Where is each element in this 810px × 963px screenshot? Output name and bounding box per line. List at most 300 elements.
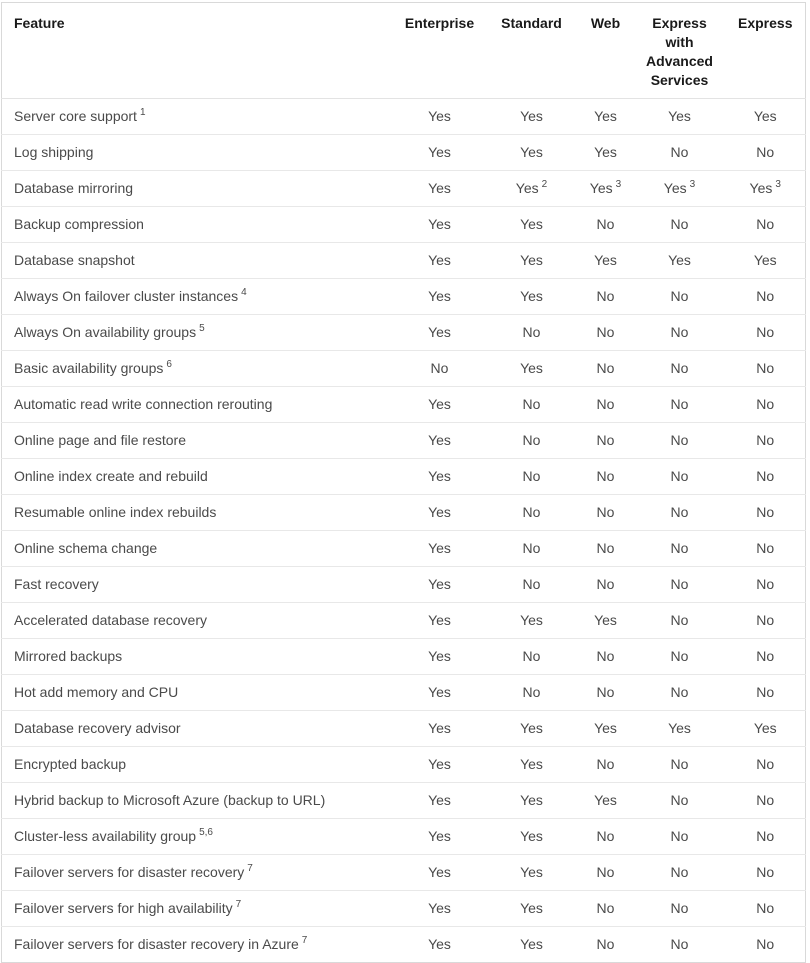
feature-label: Failover servers for disaster recovery in Azure	[14, 936, 299, 952]
value-cell	[394, 279, 486, 315]
value-cell	[634, 819, 726, 855]
value-cell	[634, 567, 726, 603]
value-label: No	[756, 396, 775, 412]
feature-comparison-table	[1, 2, 806, 963]
value-label: No	[756, 468, 775, 484]
value-cell	[486, 459, 578, 495]
value-label: No	[756, 144, 775, 160]
feature-label: Online page and file restore	[14, 432, 186, 448]
value-cell	[634, 675, 726, 711]
value-cell	[394, 603, 486, 639]
page	[0, 2, 810, 963]
footnote-marker: 3	[775, 179, 781, 191]
value-cell	[726, 243, 806, 279]
value-label: Yes	[663, 180, 687, 196]
table-row	[2, 855, 806, 891]
value-cell	[578, 675, 634, 711]
value-cell	[578, 135, 634, 171]
value-cell	[394, 243, 486, 279]
value-label: No	[596, 504, 615, 520]
value-cell	[726, 99, 806, 135]
value-cell	[486, 855, 578, 891]
value-label: Yes	[428, 612, 451, 628]
table-row	[2, 279, 806, 315]
value-cell	[394, 351, 486, 387]
table-row	[2, 207, 806, 243]
feature-cell	[2, 927, 394, 963]
table-row	[2, 459, 806, 495]
value-label: Yes	[428, 180, 451, 196]
table-header	[2, 3, 806, 99]
feature-cell	[2, 891, 394, 927]
value-label: Yes	[520, 108, 543, 124]
footnote-marker: 7	[235, 899, 242, 911]
value-cell	[486, 351, 578, 387]
feature-label: Hot add memory and CPU	[14, 684, 179, 700]
value-cell	[634, 747, 726, 783]
value-label: No	[522, 576, 541, 592]
value-label: No	[522, 468, 541, 484]
value-label: Yes	[428, 756, 451, 772]
table-row	[2, 639, 806, 675]
value-label: Yes	[428, 576, 451, 592]
value-label: No	[756, 900, 775, 916]
value-cell	[726, 135, 806, 171]
table-row	[2, 819, 806, 855]
value-cell	[578, 603, 634, 639]
feature-cell	[2, 459, 394, 495]
value-label: No	[670, 396, 689, 412]
value-label: No	[756, 432, 775, 448]
value-cell	[726, 855, 806, 891]
value-label: Yes	[520, 252, 543, 268]
feature-cell	[2, 567, 394, 603]
footnote-marker: 6	[166, 359, 172, 371]
feature-label: Automatic read write connection rerouting	[14, 396, 273, 412]
table-row	[2, 171, 806, 207]
value-cell	[634, 783, 726, 819]
footnote-marker: 2	[541, 179, 548, 191]
feature-cell	[2, 855, 394, 891]
value-label: Yes	[428, 216, 451, 232]
value-cell	[394, 207, 486, 243]
feature-label: Database snapshot	[14, 252, 135, 268]
value-cell	[634, 207, 726, 243]
value-label: Yes	[520, 828, 543, 844]
value-label: No	[670, 684, 689, 700]
feature-label: Resumable online index rebuilds	[14, 504, 217, 520]
value-label: Yes	[668, 720, 691, 736]
value-cell	[394, 495, 486, 531]
value-label: Yes	[520, 612, 543, 628]
table-row	[2, 675, 806, 711]
value-cell	[394, 891, 486, 927]
feature-label: Always On availability groups	[14, 324, 197, 340]
table-row	[2, 891, 806, 927]
feature-label: Hybrid backup to Microsoft Azure (backup to URL)	[14, 792, 326, 808]
value-label: Yes	[668, 108, 691, 124]
value-cell	[726, 423, 806, 459]
value-cell	[726, 171, 806, 207]
feature-cell	[2, 423, 394, 459]
value-cell	[578, 99, 634, 135]
value-cell	[578, 747, 634, 783]
value-cell	[578, 495, 634, 531]
value-label: No	[756, 540, 775, 556]
value-cell	[486, 207, 578, 243]
value-label: No	[670, 144, 689, 160]
feature-cell	[2, 711, 394, 747]
value-label: No	[596, 684, 615, 700]
value-label: No	[670, 432, 689, 448]
column-header-label: Feature	[14, 15, 65, 31]
table-row	[2, 603, 806, 639]
value-cell	[394, 99, 486, 135]
value-label: No	[670, 504, 689, 520]
feature-cell	[2, 531, 394, 567]
value-cell	[486, 639, 578, 675]
value-cell	[486, 315, 578, 351]
value-cell	[394, 783, 486, 819]
value-label: No	[430, 360, 449, 376]
feature-cell	[2, 99, 394, 135]
value-cell	[394, 531, 486, 567]
column-header	[578, 3, 634, 99]
value-cell	[726, 387, 806, 423]
value-cell	[634, 891, 726, 927]
value-label: No	[756, 684, 775, 700]
value-cell	[726, 207, 806, 243]
value-label: Yes	[520, 936, 543, 952]
value-label: No	[596, 828, 615, 844]
feature-label: Encrypted backup	[14, 756, 127, 772]
value-cell	[634, 855, 726, 891]
value-label: No	[596, 576, 615, 592]
feature-label: Fast recovery	[14, 576, 99, 592]
value-label: No	[670, 864, 689, 880]
value-cell	[486, 927, 578, 963]
value-label: Yes	[428, 720, 451, 736]
value-label: Yes	[428, 432, 451, 448]
value-cell	[578, 387, 634, 423]
table-row	[2, 495, 806, 531]
table-row	[2, 783, 806, 819]
table-row	[2, 351, 806, 387]
value-cell	[634, 99, 726, 135]
feature-cell	[2, 675, 394, 711]
value-cell	[726, 927, 806, 963]
value-cell	[578, 891, 634, 927]
value-cell	[578, 351, 634, 387]
column-header-label: Web	[590, 15, 621, 31]
value-cell	[394, 711, 486, 747]
value-label: No	[756, 936, 775, 952]
value-label: No	[756, 288, 775, 304]
feature-cell	[2, 819, 394, 855]
feature-cell	[2, 747, 394, 783]
value-cell	[634, 531, 726, 567]
value-label: Yes	[428, 828, 451, 844]
value-label: Yes	[428, 648, 451, 664]
feature-label: Server core support	[14, 108, 137, 124]
value-cell	[634, 639, 726, 675]
value-label: No	[756, 360, 775, 376]
value-label: No	[596, 396, 615, 412]
value-cell	[486, 243, 578, 279]
value-cell	[578, 819, 634, 855]
value-label: No	[596, 216, 615, 232]
value-cell	[486, 819, 578, 855]
feature-cell	[2, 387, 394, 423]
value-cell	[726, 711, 806, 747]
value-label: No	[670, 360, 689, 376]
value-cell	[486, 171, 578, 207]
value-label: Yes	[428, 792, 451, 808]
table-row	[2, 315, 806, 351]
column-header-label: Enterprise	[404, 15, 475, 31]
value-label: No	[596, 864, 615, 880]
value-cell	[578, 171, 634, 207]
value-label: No	[756, 216, 775, 232]
value-cell	[726, 567, 806, 603]
column-header	[2, 3, 394, 99]
value-cell	[394, 387, 486, 423]
value-cell	[486, 675, 578, 711]
value-cell	[578, 459, 634, 495]
value-cell	[486, 99, 578, 135]
value-cell	[726, 459, 806, 495]
value-cell	[394, 747, 486, 783]
value-cell	[578, 567, 634, 603]
value-label: Yes	[428, 684, 451, 700]
value-label: No	[596, 360, 615, 376]
value-cell	[634, 279, 726, 315]
value-cell	[578, 315, 634, 351]
value-label: Yes	[749, 180, 773, 196]
value-cell	[634, 171, 726, 207]
table-row	[2, 567, 806, 603]
footnote-marker: 3	[689, 179, 696, 191]
table-row	[2, 531, 806, 567]
column-header	[634, 3, 726, 99]
value-label: Yes	[428, 936, 451, 952]
value-label: No	[670, 468, 689, 484]
column-header-label: Express	[738, 15, 793, 31]
value-label: No	[596, 324, 615, 340]
feature-label: Mirrored backups	[14, 648, 123, 664]
table-row	[2, 243, 806, 279]
value-cell	[578, 855, 634, 891]
value-label: No	[756, 828, 775, 844]
value-cell	[726, 639, 806, 675]
header-row	[2, 3, 806, 99]
value-cell	[726, 279, 806, 315]
value-cell	[726, 747, 806, 783]
feature-label: Online index create and rebuild	[14, 468, 208, 484]
value-label: No	[670, 936, 689, 952]
value-label: Yes	[428, 504, 451, 520]
value-label: Yes	[520, 756, 543, 772]
value-label: No	[756, 792, 775, 808]
value-label: No	[596, 432, 615, 448]
table-row	[2, 423, 806, 459]
value-label: Yes	[520, 288, 543, 304]
value-label: No	[596, 288, 615, 304]
value-cell	[486, 387, 578, 423]
value-cell	[578, 423, 634, 459]
feature-label: Online schema change	[14, 540, 158, 556]
value-cell	[486, 423, 578, 459]
column-header-label: Express with Advanced Services	[646, 15, 713, 88]
value-label: No	[596, 540, 615, 556]
value-cell	[726, 351, 806, 387]
feature-label: Database mirroring	[14, 180, 134, 196]
footnote-marker: 7	[247, 863, 253, 875]
value-label: Yes	[520, 216, 543, 232]
value-label: Yes	[594, 144, 617, 160]
feature-label: Basic availability groups	[14, 360, 164, 376]
value-cell	[394, 135, 486, 171]
value-label: Yes	[428, 468, 451, 484]
value-label: No	[670, 792, 689, 808]
value-label: Yes	[594, 108, 617, 124]
value-label: No	[596, 468, 615, 484]
value-cell	[634, 387, 726, 423]
feature-label: Always On failover cluster instances	[14, 288, 239, 304]
value-label: Yes	[594, 612, 617, 628]
feature-label: Failover servers for high availability	[14, 900, 233, 916]
feature-cell	[2, 207, 394, 243]
value-label: No	[596, 900, 615, 916]
value-cell	[726, 783, 806, 819]
value-cell	[486, 531, 578, 567]
feature-label: Failover servers for disaster recovery	[14, 864, 245, 880]
value-cell	[394, 423, 486, 459]
feature-label: Backup compression	[14, 216, 144, 232]
value-cell	[578, 243, 634, 279]
table-row	[2, 135, 806, 171]
footnote-marker: 1	[139, 107, 146, 119]
value-cell	[578, 783, 634, 819]
feature-cell	[2, 783, 394, 819]
footnote-marker: 5	[199, 323, 205, 335]
value-cell	[726, 315, 806, 351]
value-cell	[394, 855, 486, 891]
value-cell	[578, 531, 634, 567]
value-label: No	[670, 324, 689, 340]
value-label: Yes	[428, 288, 451, 304]
value-cell	[578, 711, 634, 747]
value-cell	[634, 351, 726, 387]
value-cell	[726, 495, 806, 531]
value-cell	[486, 279, 578, 315]
value-cell	[394, 459, 486, 495]
column-header	[394, 3, 486, 99]
column-header	[726, 3, 806, 99]
footnote-marker: 4	[241, 287, 247, 299]
value-label: Yes	[428, 540, 451, 556]
value-cell	[634, 315, 726, 351]
value-label: No	[756, 504, 775, 520]
value-label: No	[670, 216, 689, 232]
value-label: Yes	[428, 324, 451, 340]
value-cell	[634, 243, 726, 279]
value-cell	[726, 891, 806, 927]
value-label: Yes	[753, 252, 777, 268]
value-cell	[394, 315, 486, 351]
value-label: No	[522, 504, 541, 520]
table-row	[2, 387, 806, 423]
table-row	[2, 927, 806, 963]
value-label: Yes	[753, 720, 777, 736]
value-cell	[486, 495, 578, 531]
value-label: Yes	[428, 900, 451, 916]
value-cell	[394, 171, 486, 207]
value-label: Yes	[428, 144, 451, 160]
value-label: No	[522, 432, 541, 448]
value-label: No	[670, 576, 689, 592]
feature-cell	[2, 639, 394, 675]
value-label: No	[670, 288, 689, 304]
feature-label: Cluster-less availability group	[14, 828, 197, 844]
value-label: Yes	[520, 720, 543, 736]
value-cell	[486, 747, 578, 783]
value-label: Yes	[428, 396, 451, 412]
value-label: Yes	[428, 108, 451, 124]
value-label: No	[522, 648, 541, 664]
value-label: Yes	[594, 252, 617, 268]
value-cell	[486, 567, 578, 603]
value-cell	[634, 711, 726, 747]
value-label: No	[522, 684, 541, 700]
value-label: No	[756, 324, 775, 340]
value-label: Yes	[520, 900, 543, 916]
feature-cell	[2, 243, 394, 279]
value-label: No	[670, 900, 689, 916]
value-cell	[486, 135, 578, 171]
value-label: No	[756, 612, 775, 628]
value-label: No	[670, 828, 689, 844]
value-label: Yes	[428, 864, 451, 880]
value-label: Yes	[668, 252, 691, 268]
feature-label: Accelerated database recovery	[14, 612, 207, 628]
value-label: Yes	[594, 720, 617, 736]
feature-cell	[2, 603, 394, 639]
value-cell	[486, 603, 578, 639]
table-row	[2, 747, 806, 783]
value-cell	[634, 423, 726, 459]
value-cell	[394, 675, 486, 711]
value-cell	[394, 639, 486, 675]
footnote-marker: 5,6	[199, 827, 213, 839]
value-cell	[634, 927, 726, 963]
value-cell	[726, 531, 806, 567]
feature-cell	[2, 351, 394, 387]
value-cell	[486, 783, 578, 819]
value-cell	[578, 927, 634, 963]
value-label: No	[596, 936, 615, 952]
column-header	[486, 3, 578, 99]
value-label: No	[522, 324, 541, 340]
value-label: Yes	[428, 252, 451, 268]
column-header-label: Standard	[501, 15, 562, 31]
value-label: No	[670, 612, 689, 628]
value-label: Yes	[520, 360, 543, 376]
footnote-marker: 3	[615, 179, 622, 191]
value-label: Yes	[520, 792, 543, 808]
value-cell	[578, 207, 634, 243]
value-cell	[634, 135, 726, 171]
